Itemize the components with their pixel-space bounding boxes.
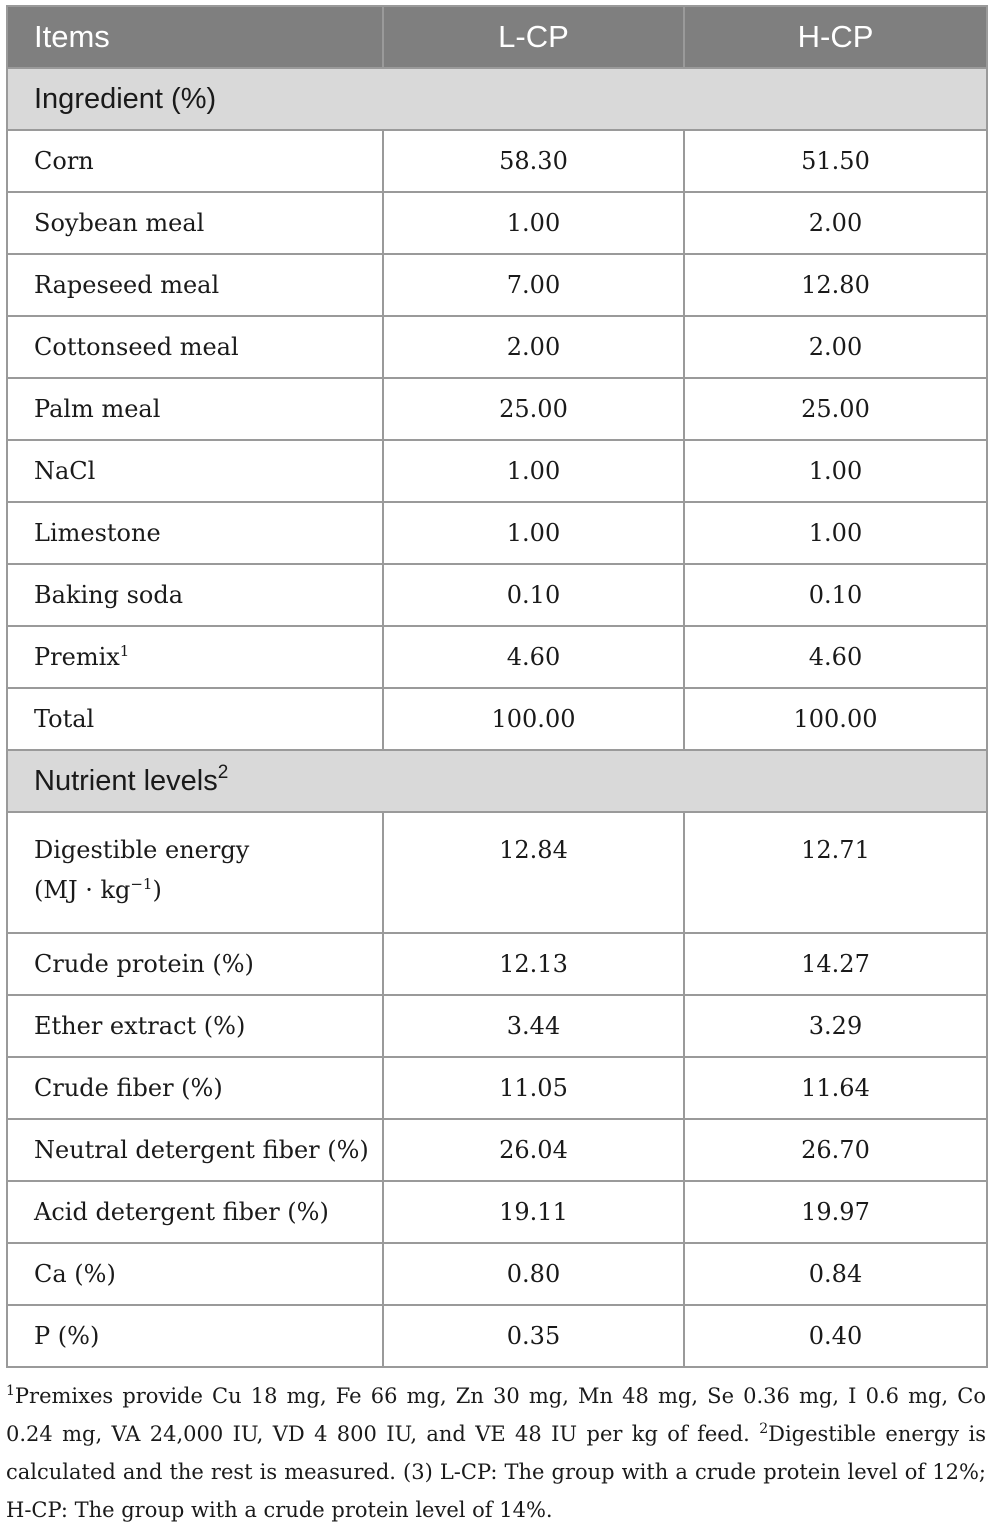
row-lcp-value: 4.60 <box>383 626 684 688</box>
row-lcp-value: 0.35 <box>383 1305 684 1367</box>
row-hcp-value: 100.00 <box>684 688 987 750</box>
row-label: Soybean meal <box>7 192 383 254</box>
row-label-text: Premix <box>34 643 120 671</box>
section-title <box>7 68 987 130</box>
table-row <box>7 688 987 750</box>
table-row <box>7 933 987 995</box>
table-row <box>7 1305 987 1367</box>
row-hcp-value: 2.00 <box>684 316 987 378</box>
row-label: Neutral detergent fiber (%) <box>7 1119 383 1181</box>
table-row <box>7 316 987 378</box>
section-title <box>7 750 987 812</box>
row-label: Rapeseed meal <box>7 254 383 316</box>
footnote-marker-2: 2 <box>759 1421 769 1437</box>
row-label: Palm meal <box>7 378 383 440</box>
section-header-nutrient-levels <box>7 750 987 812</box>
row-lcp-value: 26.04 <box>383 1119 684 1181</box>
feed-composition-table <box>6 5 988 1368</box>
row-hcp-value: 51.50 <box>684 130 987 192</box>
row-label: Ether extract (%) <box>7 995 383 1057</box>
row-lcp-value: 1.00 <box>383 502 684 564</box>
row-lcp-value: 11.05 <box>383 1057 684 1119</box>
row-lcp-value: 1.00 <box>383 440 684 502</box>
table-row <box>7 130 987 192</box>
table-row <box>7 502 987 564</box>
row-lcp-value: 12.84 <box>383 812 684 933</box>
table-row <box>7 440 987 502</box>
row-hcp-value: 12.80 <box>684 254 987 316</box>
row-lcp-value: 0.80 <box>383 1243 684 1305</box>
row-label: Ca (%) <box>7 1243 383 1305</box>
section-title-text: Nutrient levels <box>34 764 218 797</box>
table-row <box>7 1181 987 1243</box>
footnote-marker-1: 1 <box>6 1383 15 1399</box>
table-footnote <box>6 1377 986 1529</box>
feed-composition-table-container <box>6 5 986 1368</box>
row-label: Total <box>7 688 383 750</box>
row-hcp-value: 11.64 <box>684 1057 987 1119</box>
row-label: Crude fiber (%) <box>7 1057 383 1119</box>
table-header-row <box>7 6 987 68</box>
row-hcp-value: 25.00 <box>684 378 987 440</box>
row-lcp-value: 0.10 <box>383 564 684 626</box>
row-label: NaCl <box>7 440 383 502</box>
table-row <box>7 995 987 1057</box>
row-lcp-value: 25.00 <box>383 378 684 440</box>
row-lcp-value: 100.00 <box>383 688 684 750</box>
row-hcp-value: 4.60 <box>684 626 987 688</box>
unit-exponent: −1 <box>130 875 153 893</box>
header-hcp: H-CP <box>684 6 987 68</box>
row-label: Baking soda <box>7 564 383 626</box>
row-label: Acid detergent fiber (%) <box>7 1181 383 1243</box>
footnote-marker: 2 <box>217 761 229 783</box>
row-hcp-value: 12.71 <box>684 812 987 933</box>
table-row <box>7 564 987 626</box>
row-lcp-value: 58.30 <box>383 130 684 192</box>
row-lcp-value: 7.00 <box>383 254 684 316</box>
row-label <box>7 812 383 933</box>
table-row <box>7 1119 987 1181</box>
section-title-text: Ingredient (%) <box>34 82 217 115</box>
footnote-1-text: Premixes provide Cu 18 mg, Fe 66 mg, Zn 30 mg, Mn 48 mg, Se 0.36 mg, I 0.6 mg, Co 0.24 mg, VA 24,000 IU, VD 4 800 IU, and VE 48 IU per kg of feed. <box>6 1384 986 1446</box>
row-label: Limestone <box>7 502 383 564</box>
row-lcp-value: 12.13 <box>383 933 684 995</box>
row-label <box>7 626 383 688</box>
row-hcp-value: 19.97 <box>684 1181 987 1243</box>
row-label: Corn <box>7 130 383 192</box>
table-row <box>7 1243 987 1305</box>
row-hcp-value: 2.00 <box>684 192 987 254</box>
header-lcp: L-CP <box>383 6 684 68</box>
row-hcp-value: 0.84 <box>684 1243 987 1305</box>
row-hcp-value: 1.00 <box>684 502 987 564</box>
table-row <box>7 812 987 933</box>
row-lcp-value: 3.44 <box>383 995 684 1057</box>
row-hcp-value: 0.40 <box>684 1305 987 1367</box>
row-label-text: Digestible energy <box>34 836 250 864</box>
row-label: Crude protein (%) <box>7 933 383 995</box>
row-hcp-value: 0.10 <box>684 564 987 626</box>
row-label-unit: (MJ · kg <box>34 876 131 904</box>
table-row <box>7 378 987 440</box>
table-row <box>7 1057 987 1119</box>
footnote-2-text: Digestible energy is calculated and the rest is measured. (3) L-CP: The group with a crude protein level of 12%; H-CP: The group with a crude protein level of 14%. <box>6 1422 986 1522</box>
table-row <box>7 626 987 688</box>
row-lcp-value: 2.00 <box>383 316 684 378</box>
row-lcp-value: 1.00 <box>383 192 684 254</box>
row-hcp-value: 1.00 <box>684 440 987 502</box>
header-items: Items <box>7 6 383 68</box>
row-label: Cottonseed meal <box>7 316 383 378</box>
row-lcp-value: 19.11 <box>383 1181 684 1243</box>
table-row <box>7 192 987 254</box>
row-hcp-value: 3.29 <box>684 995 987 1057</box>
footnote-marker: 1 <box>119 642 130 660</box>
row-hcp-value: 26.70 <box>684 1119 987 1181</box>
row-label-unit-end: ) <box>152 876 162 904</box>
row-label: P (%) <box>7 1305 383 1367</box>
table-row <box>7 254 987 316</box>
row-hcp-value: 14.27 <box>684 933 987 995</box>
section-header-ingredient <box>7 68 987 130</box>
